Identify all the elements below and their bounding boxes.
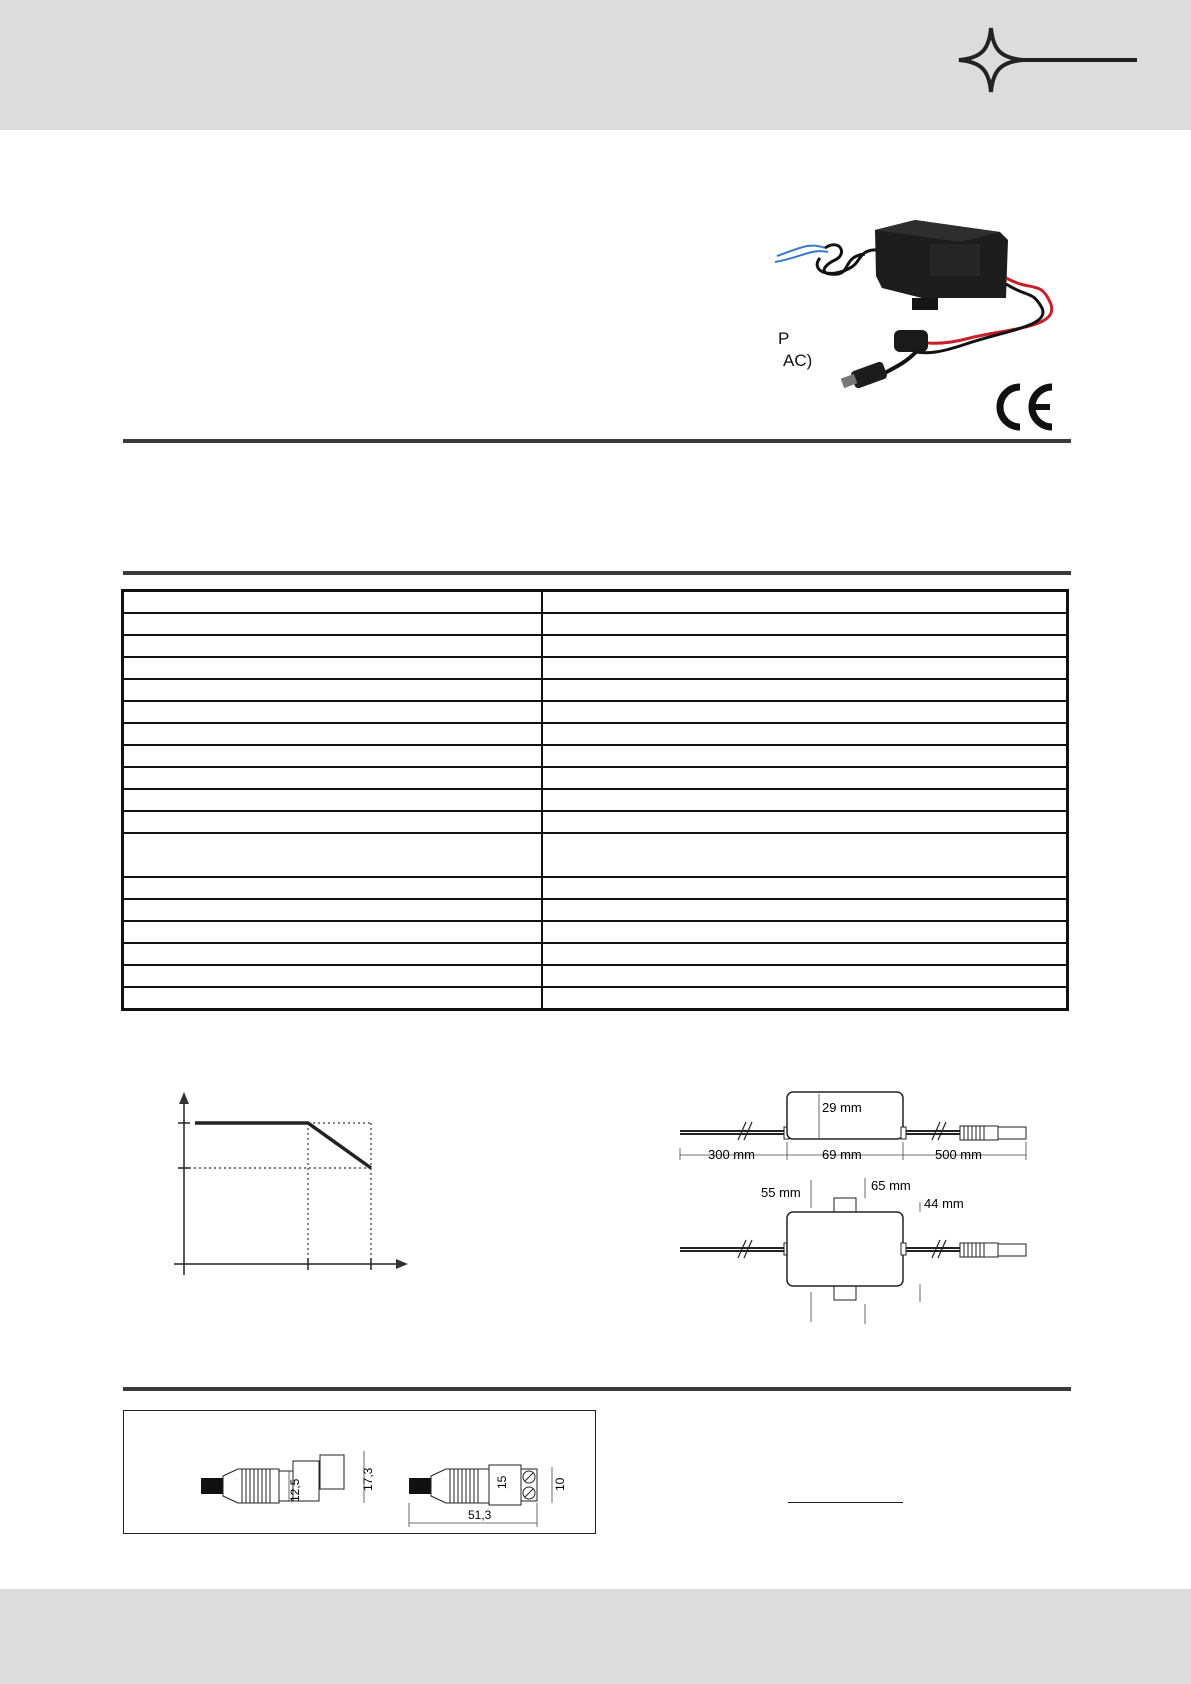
table-row: [123, 657, 1068, 679]
dim-mount-55-label: 55 mm: [761, 1185, 801, 1200]
table-row: [123, 745, 1068, 767]
table-row: [123, 767, 1068, 789]
table-row: [123, 701, 1068, 723]
ce-mark-icon: [992, 381, 1058, 433]
plug-adapter-drawing: [124, 1411, 597, 1535]
plug-height-label: 17,3: [361, 1467, 375, 1491]
table-row: [123, 811, 1068, 833]
table-row: [123, 635, 1068, 657]
table-cell: [542, 965, 1068, 987]
derating-curve: [195, 1123, 371, 1168]
table-cell: [123, 899, 543, 921]
table-cell: [123, 921, 543, 943]
table-cell: [542, 899, 1068, 921]
table-cell: [542, 789, 1068, 811]
table-cell: [542, 833, 1068, 877]
table-cell: [123, 679, 543, 701]
table-row: [123, 679, 1068, 701]
intro-fragment-p: P: [778, 329, 790, 348]
table-cell: [542, 613, 1068, 635]
table-cell: [123, 591, 543, 614]
section-divider: [123, 439, 1071, 443]
table-cell: [123, 833, 543, 877]
table-row: [123, 877, 1068, 899]
table-cell: [123, 965, 543, 987]
table-cell: [542, 811, 1068, 833]
table-row: [123, 899, 1068, 921]
dim-body-length-label: 69 mm: [822, 1147, 862, 1162]
table-cell: [123, 723, 543, 745]
table-row: [123, 591, 1068, 614]
table-cell: [542, 987, 1068, 1010]
x-axis-arrow: [396, 1259, 408, 1269]
dc-plug-angled: [201, 1455, 344, 1503]
footer-band: [0, 1589, 1191, 1684]
derating-graph: [160, 1087, 420, 1282]
table-cell: [123, 745, 543, 767]
table-row: [123, 833, 1068, 877]
table-row: [123, 965, 1068, 987]
section-divider: [123, 571, 1071, 575]
table-row: [123, 943, 1068, 965]
table-cell: [542, 877, 1068, 899]
table-cell: [123, 657, 543, 679]
dimension-drawing: [670, 1078, 1040, 1328]
table-cell: [123, 789, 543, 811]
dim-width-44-label: 44 mm: [924, 1196, 964, 1211]
table-cell: [542, 723, 1068, 745]
table-cell: [542, 767, 1068, 789]
table-row: [123, 613, 1068, 635]
underline-rule: [788, 1502, 903, 1503]
table-cell: [123, 877, 543, 899]
table-cell: [542, 921, 1068, 943]
table-cell: [123, 613, 543, 635]
plug-adapter-box: [123, 1410, 596, 1534]
spec-table: [121, 589, 1069, 1011]
intro-fragment-ac: AC): [783, 351, 813, 370]
table-cell: [542, 657, 1068, 679]
dim-left-cable-label: 300 mm: [708, 1147, 755, 1162]
table-cell: [542, 635, 1068, 657]
star-line-logo-icon: [955, 24, 1140, 96]
table-cell: [542, 745, 1068, 767]
total-length-label: 51,3: [468, 1508, 492, 1522]
y-axis-arrow: [179, 1092, 189, 1104]
table-cell: [542, 943, 1068, 965]
terminal-width-label: 10: [553, 1477, 567, 1491]
dc-plug-terminal: [409, 1465, 537, 1505]
table-row: [123, 921, 1068, 943]
section-divider: [123, 1387, 1071, 1391]
table-cell: [542, 701, 1068, 723]
table-row: [123, 789, 1068, 811]
table-cell: [123, 701, 543, 723]
dim-right-cable-label: 500 mm: [935, 1147, 982, 1162]
table-cell: [542, 679, 1068, 701]
table-cell: [123, 943, 543, 965]
terminal-height-label: 15: [495, 1475, 509, 1489]
table-cell: [123, 987, 543, 1010]
table-row: [123, 987, 1068, 1010]
table-cell: [123, 811, 543, 833]
dim-mount-65-label: 65 mm: [871, 1178, 911, 1193]
table-cell: [123, 767, 543, 789]
table-cell: [542, 591, 1068, 614]
table-cell: [123, 635, 543, 657]
plug-diameter-label: 12,5: [288, 1478, 302, 1502]
dim-height-label: 29 mm: [822, 1100, 862, 1115]
table-row: [123, 723, 1068, 745]
